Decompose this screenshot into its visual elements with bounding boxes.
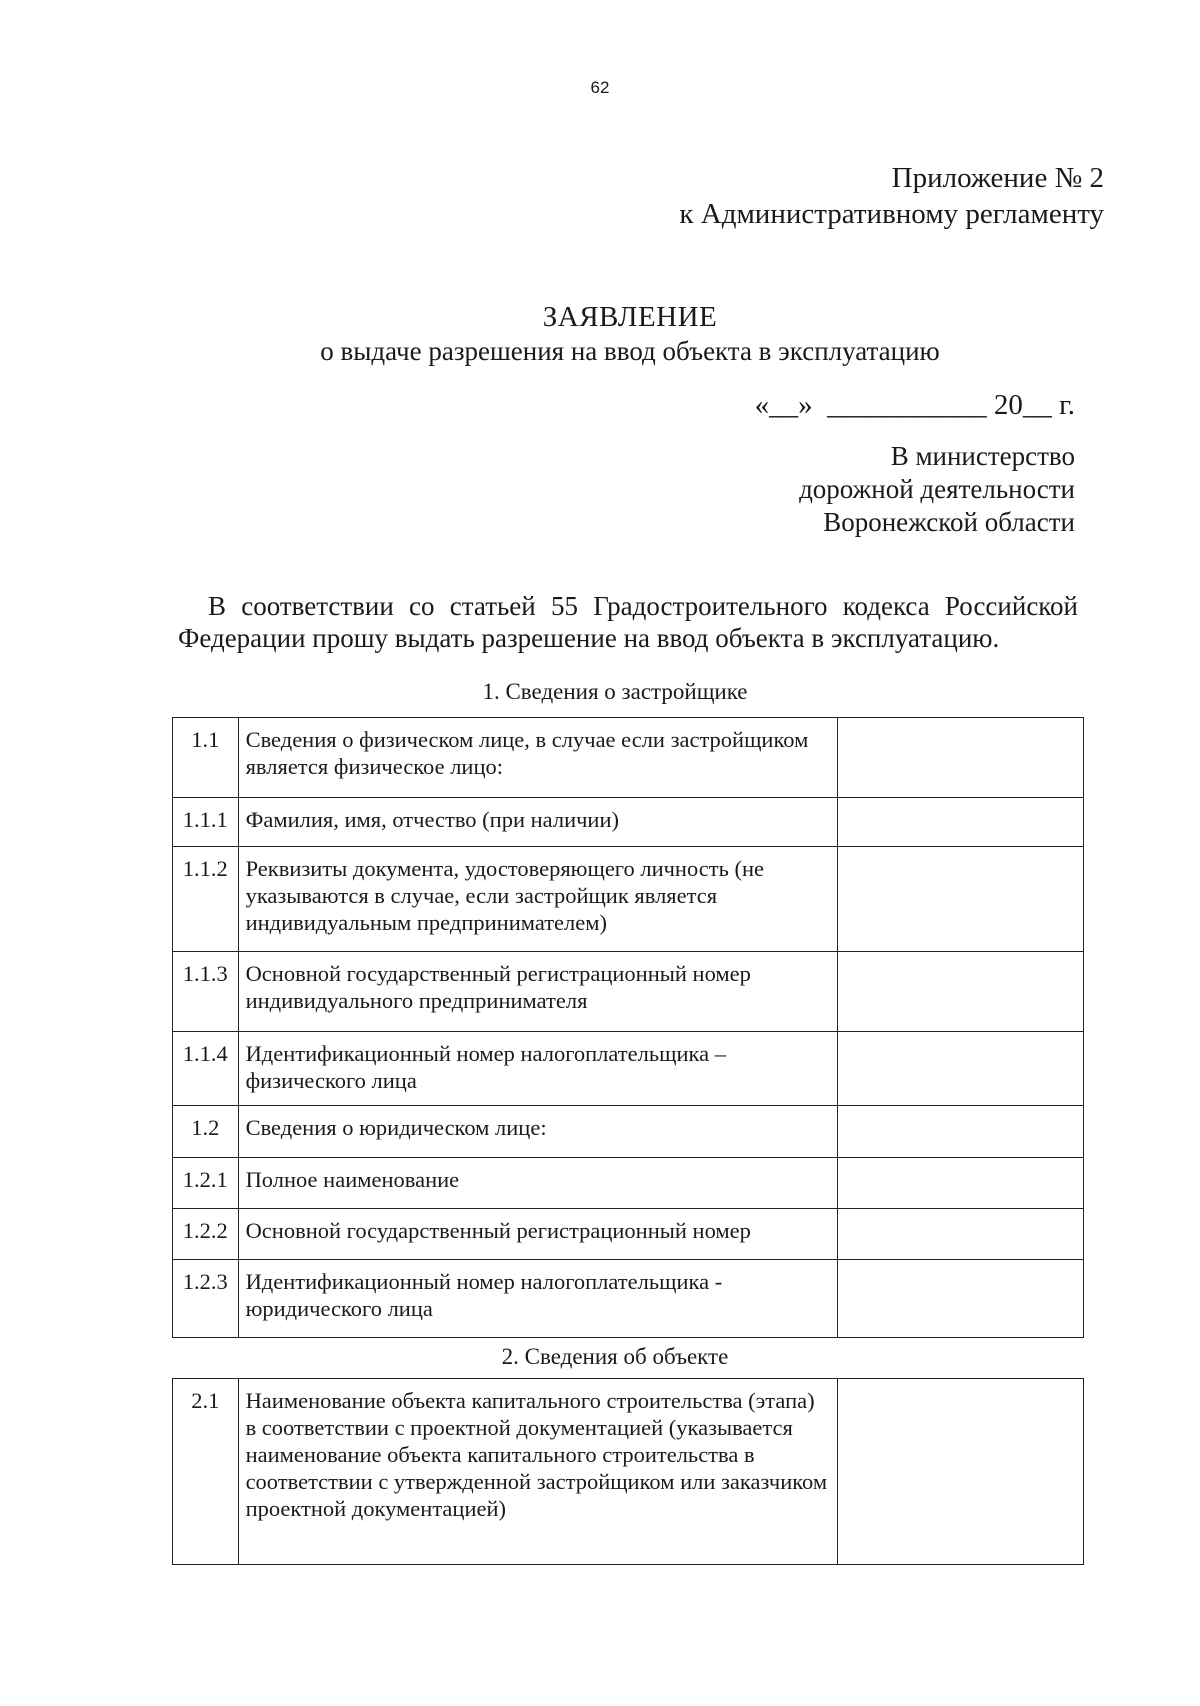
row-description: Наименование объекта капитального строительства (этапа) в соответствии с проектной документацией (указывается наименование объекта капитального строительства в соответствии с утвержденной застройщиком или заказчиком проектной документацией) [238, 1379, 837, 1565]
row-number: 1.1.4 [173, 1032, 239, 1106]
row-description: Идентификационный номер налогоплательщика – физического лица [238, 1032, 837, 1106]
row-description: Основной государственный регистрационный номер индивидуального предпринимателя [238, 952, 837, 1032]
document-title-block [0, 300, 1200, 368]
row-value-field[interactable] [837, 1032, 1083, 1106]
row-value-field[interactable] [837, 798, 1083, 847]
document-subtitle: о выдаче разрешения на ввод объекта в эксплуатацию [320, 336, 940, 366]
addressee-block [799, 440, 1075, 539]
table-row [173, 1106, 1084, 1158]
row-description: Сведения о физическом лице, в случае если застройщиком является физическое лицо: [238, 718, 837, 798]
document-title: ЗАЯВЛЕНИЕ [542, 301, 718, 333]
section-1-title: 1. Сведения о застройщике [482, 679, 748, 704]
appendix-header [679, 160, 1104, 232]
row-number: 1.2 [173, 1106, 239, 1158]
addressee-line-2: дорожной деятельности [799, 474, 1075, 504]
appendix-line-1: Приложение № 2 [891, 162, 1104, 194]
row-number: 2.1 [173, 1379, 239, 1565]
row-value-field[interactable] [837, 1260, 1083, 1338]
row-value-field[interactable] [837, 1379, 1083, 1565]
table-row [173, 798, 1084, 847]
table-row [173, 847, 1084, 952]
table-row [173, 1209, 1084, 1260]
row-description: Фамилия, имя, отчество (при наличии) [238, 798, 837, 847]
row-value-field[interactable] [837, 1106, 1083, 1158]
row-description: Основной государственный регистрационный номер [238, 1209, 837, 1260]
row-number: 1.2.2 [173, 1209, 239, 1260]
row-description: Сведения о юридическом лице: [238, 1106, 837, 1158]
object-info-table [172, 1378, 1084, 1565]
row-value-field[interactable] [837, 1158, 1083, 1209]
table-row [173, 952, 1084, 1032]
table-row [173, 718, 1084, 798]
addressee-line-3: Воронежской области [823, 507, 1075, 537]
row-number: 1.2.3 [173, 1260, 239, 1338]
section-2-title: 2. Сведения об объекте [501, 1344, 729, 1369]
row-number: 1.1 [173, 718, 239, 798]
table-row [173, 1379, 1084, 1565]
row-number: 1.1.1 [173, 798, 239, 847]
row-description: Реквизиты документа, удостоверяющего личность (не указываются в случае, если застройщик является индивидуальным предпринимателем) [238, 847, 837, 952]
row-value-field[interactable] [837, 952, 1083, 1032]
intro-paragraph: В соответствии со статьей 55 Градостроительного кодекса Российской Федерации прошу выдать разрешение на ввод объекта в эксплуатацию. [178, 591, 1078, 653]
date-field[interactable]: «__» ___________ 20__ г. [754, 389, 1075, 421]
developer-info-table [172, 717, 1084, 1338]
appendix-line-2: к Административному регламенту [679, 198, 1104, 230]
row-value-field[interactable] [837, 718, 1083, 798]
addressee-line-1: В министерство [890, 441, 1075, 471]
row-value-field[interactable] [837, 1209, 1083, 1260]
row-number: 1.1.2 [173, 847, 239, 952]
row-number: 1.1.3 [173, 952, 239, 1032]
table-row [173, 1158, 1084, 1209]
row-number: 1.2.1 [173, 1158, 239, 1209]
page-number: 62 [590, 78, 610, 97]
row-description: Полное наименование [238, 1158, 837, 1209]
table-row [173, 1260, 1084, 1338]
row-description: Идентификационный номер налогоплательщика - юридического лица [238, 1260, 837, 1338]
table-row [173, 1032, 1084, 1106]
row-value-field[interactable] [837, 847, 1083, 952]
